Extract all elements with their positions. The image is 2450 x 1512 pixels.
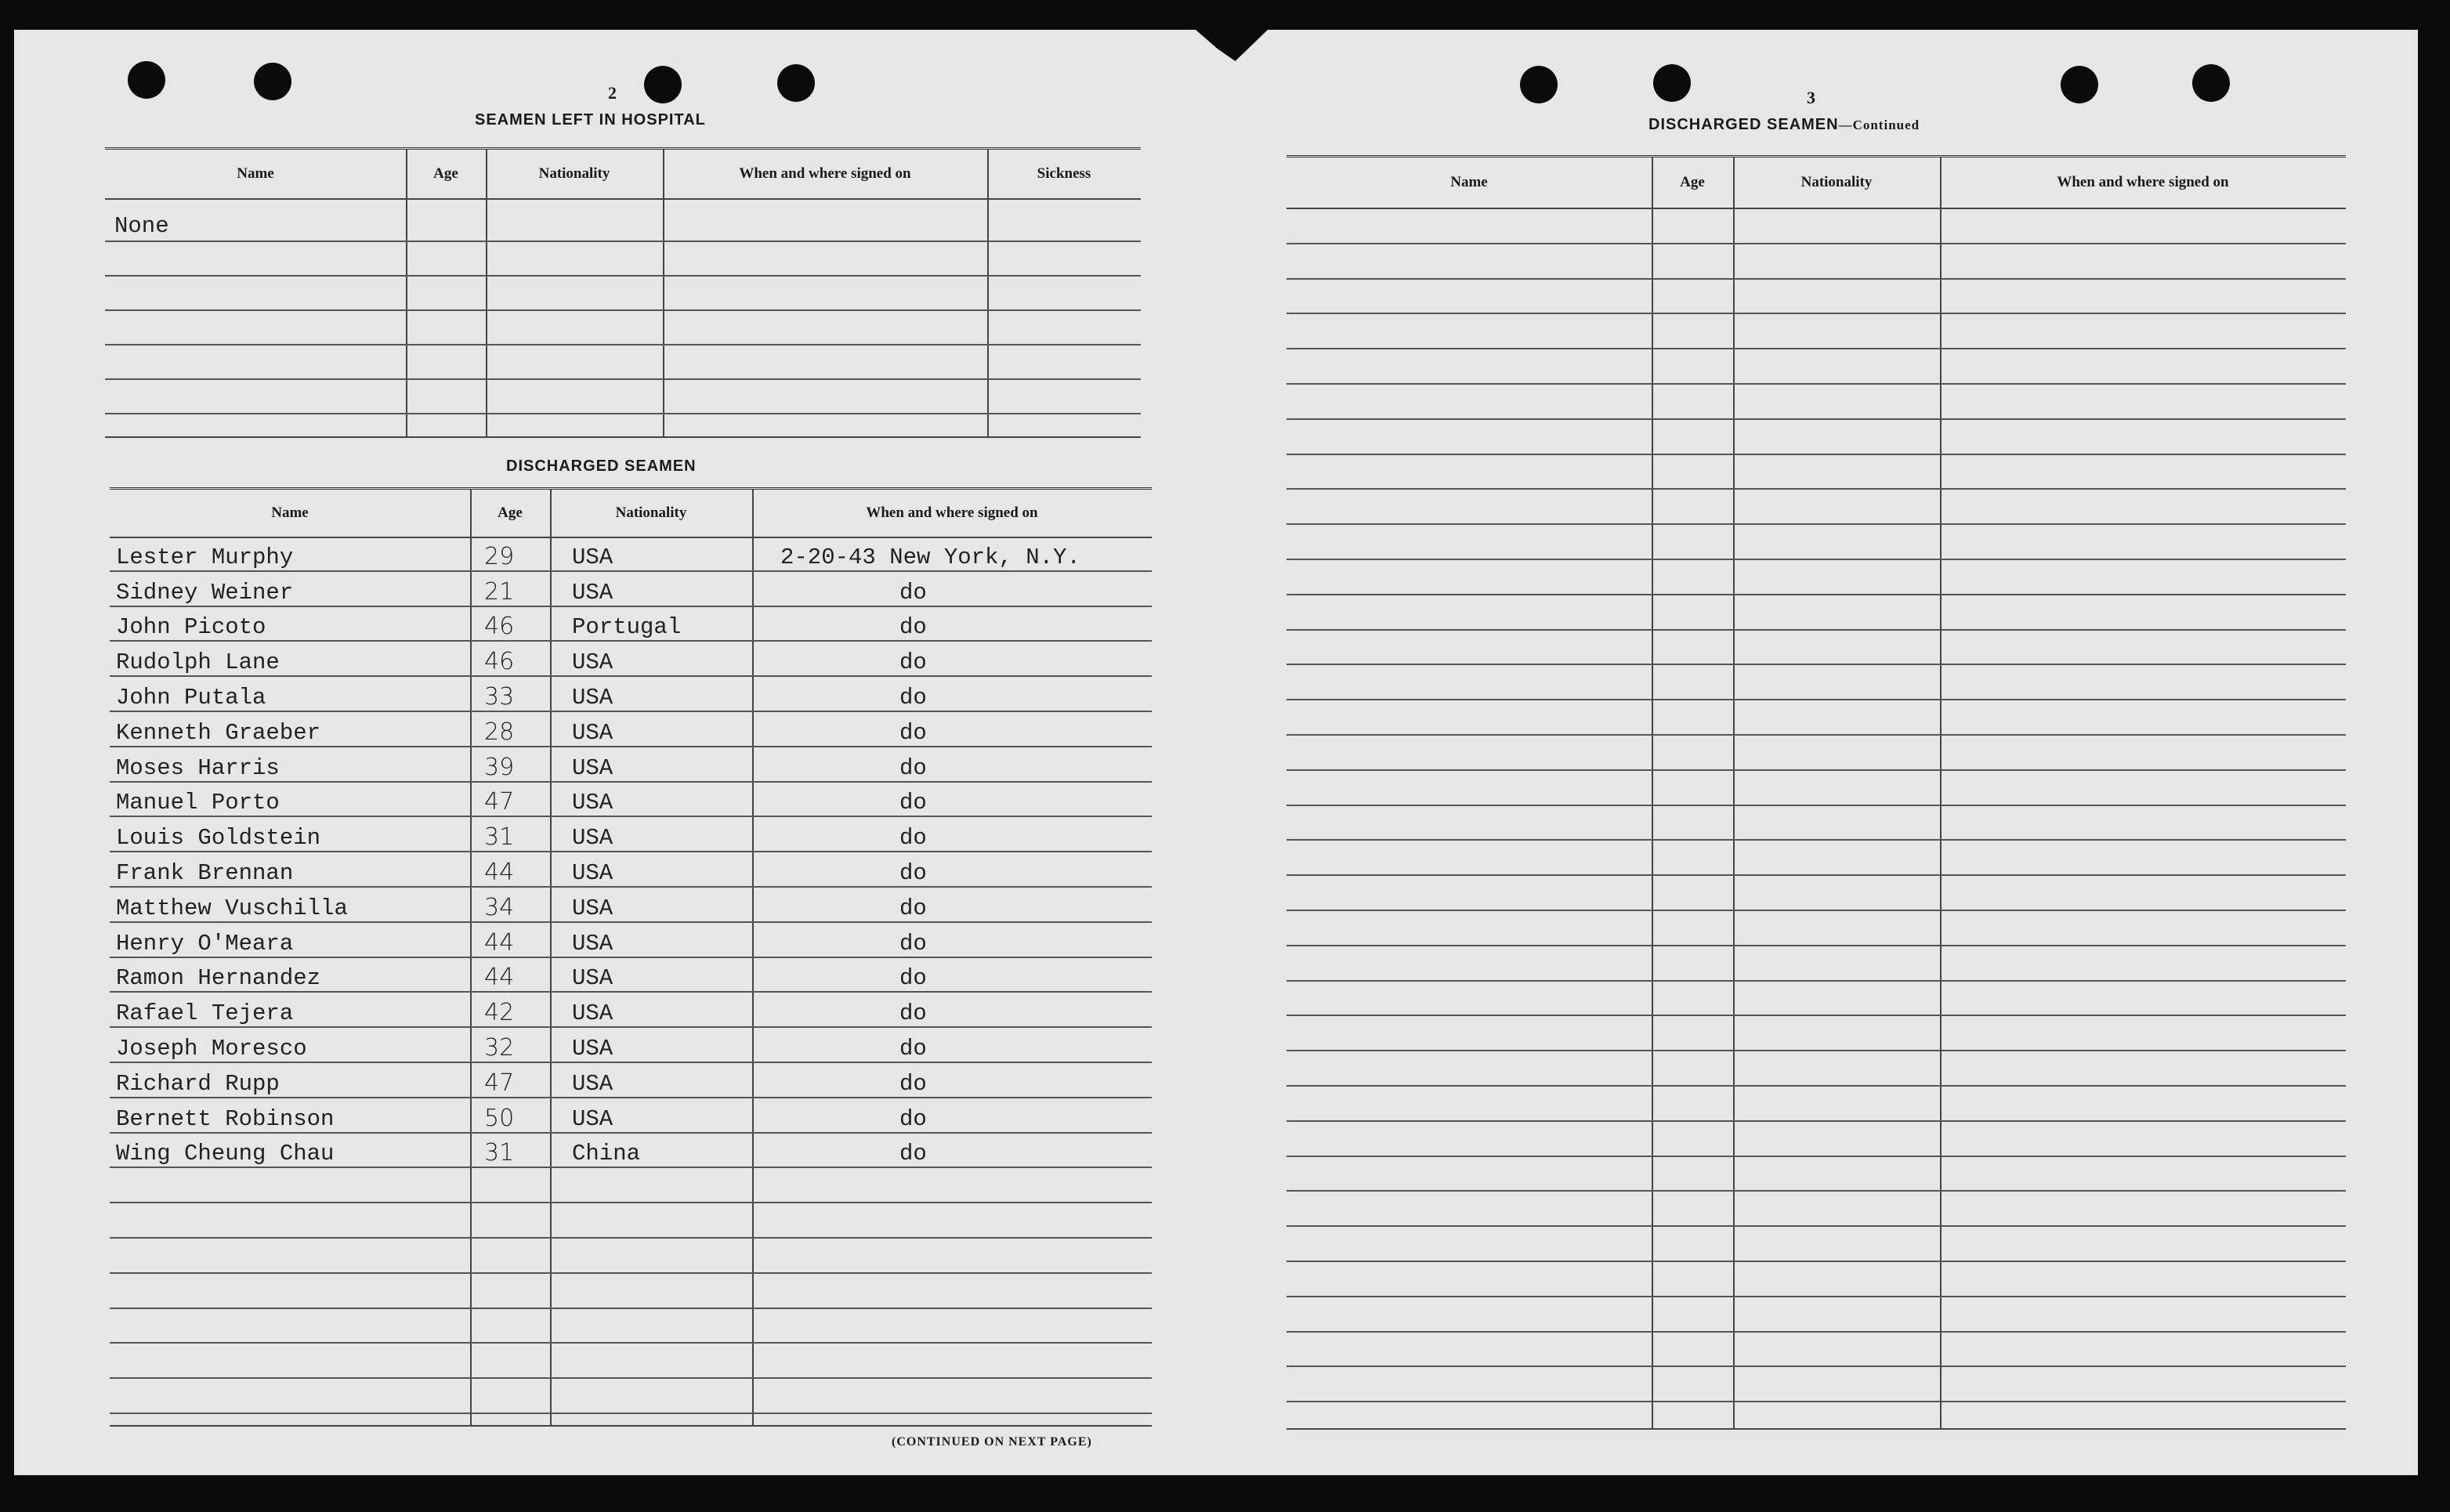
seaman-nationality: USA (572, 754, 613, 781)
row-rule (1287, 1156, 2346, 1157)
seaman-signed-on: do (899, 790, 927, 816)
seaman-age: 47 (484, 1069, 515, 1097)
row-rule (1287, 664, 2346, 665)
seaman-name: Frank Brennan (116, 859, 294, 886)
seaman-age: 21 (484, 577, 515, 606)
hospital-row (105, 198, 1141, 241)
seaman-age: 50 (484, 1104, 515, 1132)
seaman-nationality: USA (572, 790, 613, 816)
discharged-table-header (110, 490, 1152, 538)
row-rule (1287, 1331, 2346, 1333)
seaman-age: 44 (484, 964, 515, 992)
table-row (110, 677, 1152, 712)
seaman-age: 31 (484, 1139, 515, 1167)
row-rule (1287, 699, 2346, 700)
row-rule (1287, 523, 2346, 525)
seaman-nationality: USA (572, 684, 613, 711)
table-row (110, 817, 1152, 852)
row-rule (1287, 839, 2346, 841)
seaman-signed-on: do (899, 684, 927, 711)
row-rule (1287, 313, 2346, 314)
row-rule (1287, 1015, 2346, 1016)
seaman-signed-on: do (899, 649, 927, 676)
table-row (110, 1379, 1152, 1414)
header-signed-on: When and where signed on (739, 165, 911, 182)
row-rule (1287, 1225, 2346, 1227)
table-row (110, 993, 1152, 1028)
table-row (110, 747, 1152, 783)
table-row (110, 1168, 1152, 1203)
table-row (110, 712, 1152, 747)
seaman-name: Sidney Weiner (116, 579, 294, 606)
row-rule (1287, 488, 2346, 490)
column-rule (406, 150, 407, 436)
row-rule (105, 413, 1141, 414)
seaman-signed-on: do (899, 579, 927, 606)
seaman-name: Rafael Tejera (116, 1000, 294, 1027)
seaman-age: 46 (484, 613, 515, 641)
seaman-name: Louis Goldstein (116, 825, 321, 852)
punch-hole (2061, 66, 2098, 103)
continued-table-header (1287, 157, 2346, 209)
discharged-table (110, 487, 1152, 1427)
row-rule (1287, 418, 2346, 420)
discharged-section-title: DISCHARGED SEAMEN (506, 458, 697, 475)
row-rule (1287, 348, 2346, 349)
table-row (110, 1134, 1152, 1169)
seaman-age: 42 (484, 999, 515, 1027)
row-rule (1287, 1261, 2346, 1262)
row-rule (1287, 769, 2346, 771)
seaman-name: Henry O'Meara (116, 930, 294, 957)
continued-title-main: DISCHARGED SEAMEN (1648, 116, 1839, 133)
table-row (110, 958, 1152, 993)
row-rule (1287, 559, 2346, 560)
seaman-name: John Picoto (116, 614, 266, 641)
table-row (110, 1344, 1152, 1379)
continued-table (1287, 155, 2346, 1430)
hospital-table (105, 147, 1141, 438)
row-rule (1287, 454, 2346, 455)
header-age: Age (1680, 174, 1705, 190)
seaman-nationality: USA (572, 719, 613, 746)
table-row (110, 1028, 1152, 1063)
header-age: Age (498, 505, 523, 521)
seaman-name: Moses Harris (116, 754, 280, 781)
continued-section-title (1648, 116, 1920, 134)
table-row (110, 923, 1152, 958)
header-signed-on: When and where signed on (2057, 174, 2229, 190)
seaman-signed-on: do (899, 825, 927, 852)
seaman-signed-on: 2-20-43 New York, N.Y. (780, 544, 1080, 570)
row-rule (1287, 1085, 2346, 1087)
header-age: Age (433, 165, 458, 182)
page-number-right: 3 (1807, 88, 1815, 107)
table-row (110, 607, 1152, 642)
hospital-table-header (105, 150, 1141, 200)
table-row (110, 1203, 1152, 1239)
seaman-signed-on: do (899, 895, 927, 921)
seaman-name: John Putala (116, 684, 266, 711)
row-rule (1287, 383, 2346, 385)
row-rule (1287, 1120, 2346, 1122)
row-rule (105, 378, 1141, 380)
seaman-signed-on: do (899, 614, 927, 641)
table-row (110, 537, 1152, 572)
header-nationality: Nationality (538, 165, 610, 182)
punch-hole (2192, 64, 2230, 102)
row-rule (1287, 1050, 2346, 1051)
continued-title-suffix: —Continued (1838, 118, 1920, 132)
column-rule (486, 150, 487, 436)
row-rule (1287, 278, 2346, 280)
header-nationality: Nationality (1800, 174, 1873, 190)
seaman-signed-on: do (899, 930, 927, 957)
header-signed-on: When and where signed on (866, 505, 1038, 521)
row-rule (110, 1413, 1152, 1414)
row-rule (1287, 1401, 2346, 1402)
seaman-nationality: USA (572, 544, 613, 570)
seaman-name: Rudolph Lane (116, 649, 280, 676)
table-row (110, 783, 1152, 818)
seaman-name: Wing Cheung Chau (116, 1141, 335, 1167)
seaman-signed-on: do (899, 1035, 927, 1062)
seaman-nationality: USA (572, 1035, 613, 1062)
table-row (110, 1239, 1152, 1274)
row-rule (1287, 1366, 2346, 1367)
row-rule (1287, 874, 2346, 876)
punch-hole (254, 63, 291, 100)
row-rule (105, 344, 1141, 345)
table-row (110, 888, 1152, 923)
seaman-nationality: USA (572, 825, 613, 852)
header-name: Name (271, 505, 309, 521)
column-rule (663, 150, 664, 436)
seaman-name: Joseph Moresco (116, 1035, 307, 1062)
continued-footer: (CONTINUED ON NEXT PAGE) (892, 1435, 1092, 1449)
seaman-signed-on: do (899, 754, 927, 781)
row-rule (1287, 1190, 2346, 1192)
seaman-age: 44 (484, 858, 515, 886)
seaman-name: Lester Murphy (116, 544, 294, 570)
row-rule (1287, 629, 2346, 631)
punch-hole (644, 66, 682, 103)
table-row (110, 1309, 1152, 1344)
seaman-age: 39 (484, 753, 515, 781)
punch-hole (1520, 66, 1558, 103)
seaman-age: 29 (484, 542, 515, 570)
document-spread (14, 30, 2418, 1475)
seaman-signed-on: do (899, 859, 927, 886)
row-rule (1287, 594, 2346, 595)
row-rule (1287, 1296, 2346, 1297)
seaman-nationality: USA (572, 930, 613, 957)
seaman-nationality: USA (572, 965, 613, 992)
seaman-nationality: Portugal (572, 614, 682, 641)
seaman-age: 28 (484, 718, 515, 746)
punch-hole (1653, 64, 1691, 102)
header-sickness: Sickness (1037, 165, 1091, 182)
header-nationality: Nationality (615, 505, 687, 521)
seaman-age: 31 (484, 823, 515, 852)
seaman-nationality: USA (572, 1070, 613, 1097)
seaman-nationality: USA (572, 649, 613, 676)
seaman-signed-on: do (899, 1000, 927, 1027)
hospital-section-title: SEAMEN LEFT IN HOSPITAL (475, 111, 706, 128)
seaman-signed-on: do (899, 1105, 927, 1132)
seaman-name: Ramon Hernandez (116, 965, 321, 992)
seaman-age: 47 (484, 788, 515, 816)
header-name: Name (1450, 174, 1488, 190)
table-row (110, 1063, 1152, 1098)
seaman-nationality: USA (572, 579, 613, 606)
seaman-age: 33 (484, 682, 515, 711)
seaman-age: 46 (484, 648, 515, 676)
table-row (110, 1098, 1152, 1134)
table-row (110, 642, 1152, 677)
row-rule (1287, 980, 2346, 982)
seaman-age: 44 (484, 928, 515, 957)
seaman-age: 34 (484, 893, 515, 921)
seaman-name: Bernett Robinson (116, 1105, 335, 1132)
seaman-nationality: China (572, 1141, 641, 1167)
seaman-signed-on: do (899, 1070, 927, 1097)
column-rule (987, 150, 989, 436)
punch-hole (128, 61, 165, 99)
row-rule (1287, 910, 2346, 911)
punch-hole (777, 64, 815, 102)
seaman-nationality: USA (572, 895, 613, 921)
row-rule (1287, 945, 2346, 946)
page-number-left: 2 (608, 83, 617, 103)
seaman-age: 32 (484, 1033, 515, 1062)
seaman-name: Kenneth Graeber (116, 719, 321, 746)
row-rule (105, 309, 1141, 311)
seaman-nationality: USA (572, 859, 613, 886)
seaman-signed-on: do (899, 1141, 927, 1167)
row-rule (1287, 805, 2346, 806)
row-rule (1287, 243, 2346, 244)
seaman-name: Richard Rupp (116, 1070, 280, 1097)
row-rule (105, 275, 1141, 277)
seaman-nationality: USA (572, 1000, 613, 1027)
table-row (110, 852, 1152, 888)
header-name: Name (237, 165, 274, 182)
seaman-nationality: USA (572, 1105, 613, 1132)
seaman-name: Manuel Porto (116, 790, 280, 816)
table-row (110, 572, 1152, 607)
table-row (110, 1274, 1152, 1309)
hospital-name: None (114, 213, 169, 239)
seaman-signed-on: do (899, 965, 927, 992)
seaman-name: Matthew Vuschilla (116, 895, 348, 921)
seaman-signed-on: do (899, 719, 927, 746)
page-gutter (1196, 30, 1268, 61)
row-rule (105, 241, 1141, 242)
row-rule (1287, 734, 2346, 736)
